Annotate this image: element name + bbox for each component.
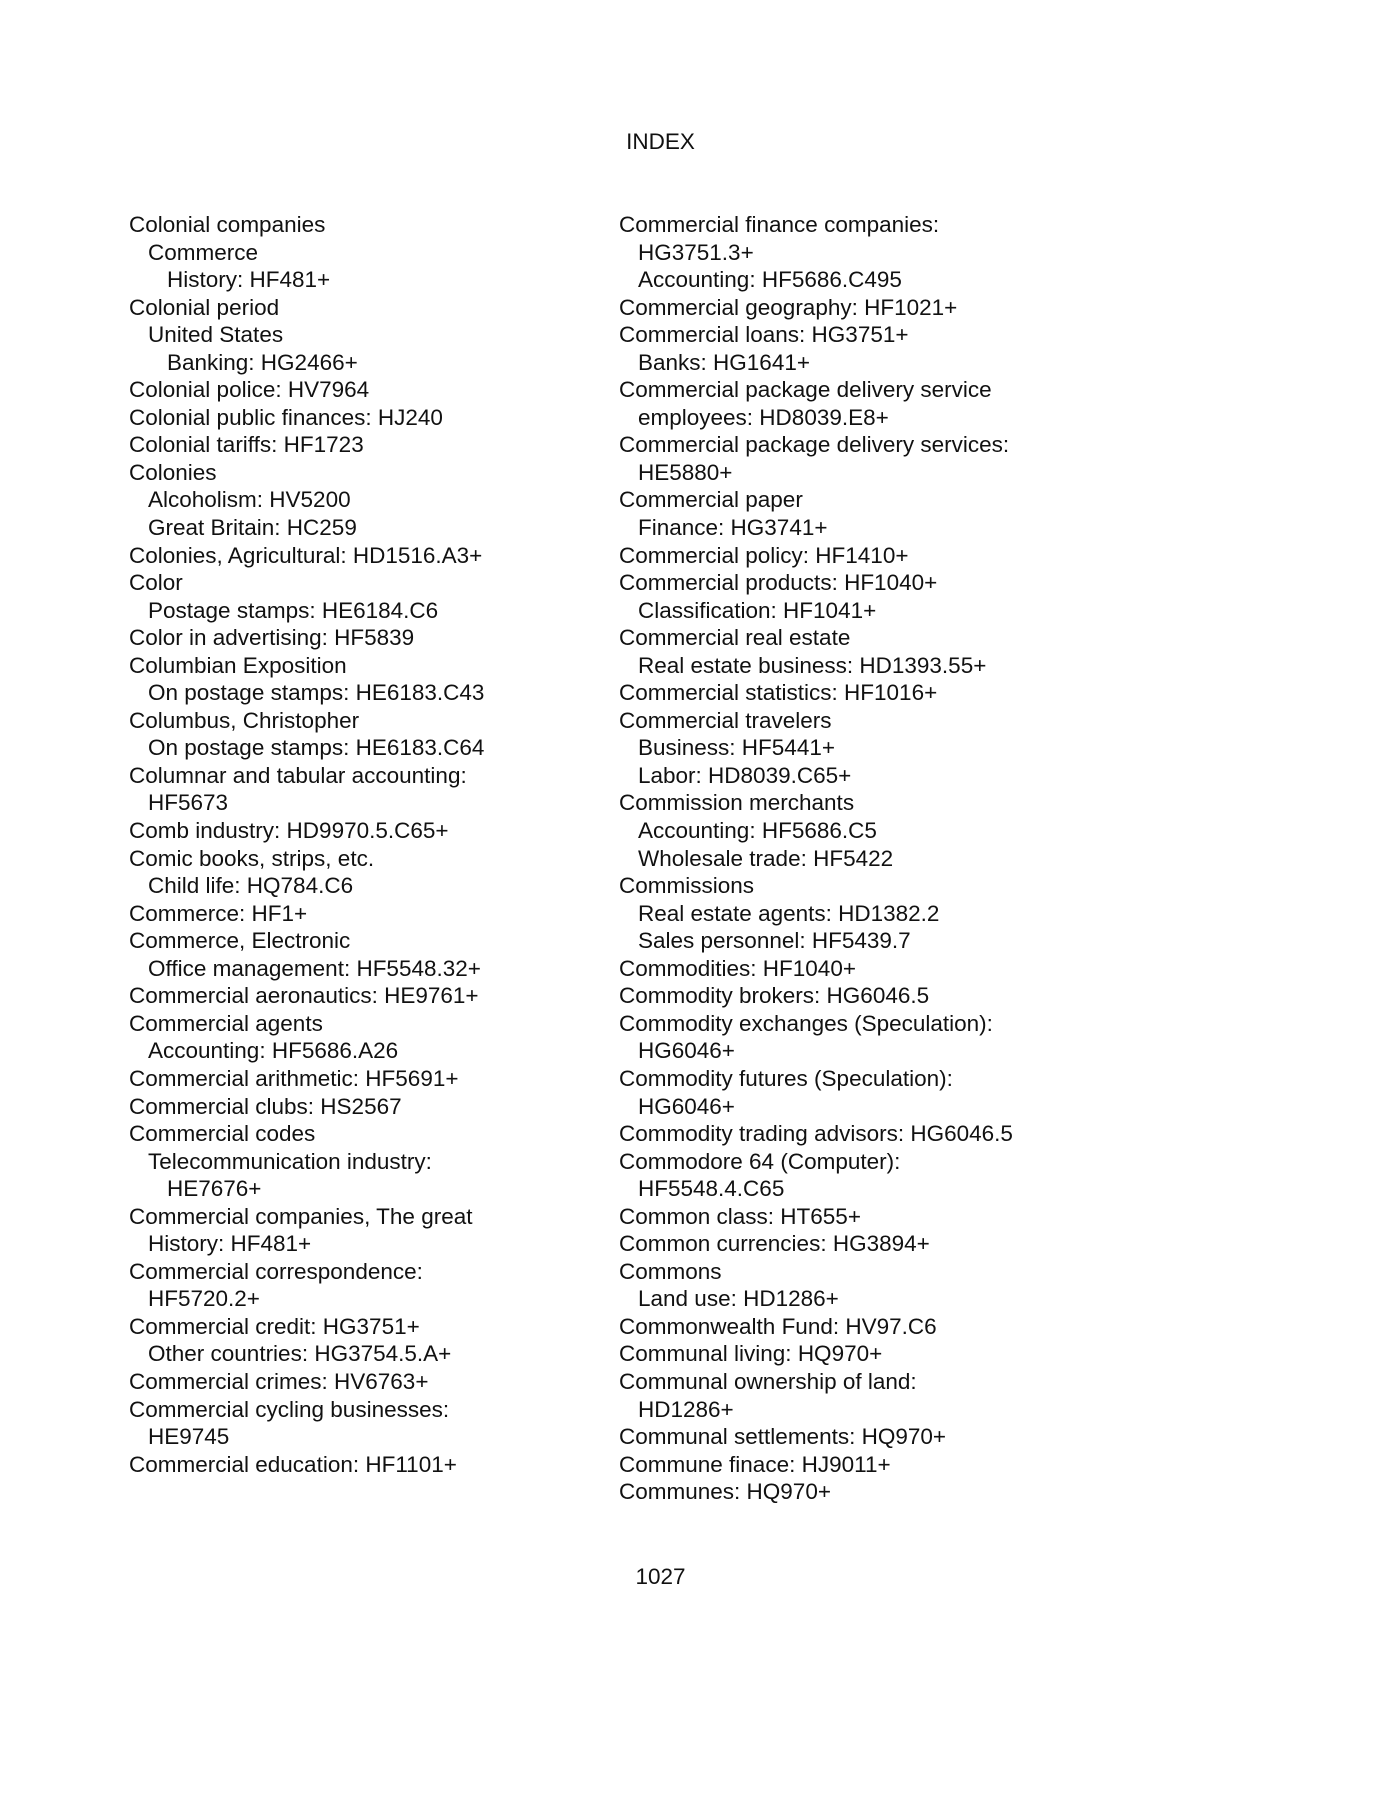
index-subentry: Real estate agents: HD1382.2 [638,900,940,926]
index-subentry: Commerce [148,239,259,265]
index-entry: Commission merchants [619,790,855,816]
index-subentry: Finance: HG3741+ [638,515,828,541]
index-subentry: HF5720.2+ [148,1286,260,1312]
index-entry: Commune finace: HJ9011+ [619,1451,891,1477]
index-entry: Commodity trading advisors: HG6046.5 [619,1121,1013,1147]
index-subentry: Office management: HF5548.32+ [148,955,481,981]
index-entry: Communal living: HQ970+ [619,1341,883,1367]
index-entry: Communal settlements: HQ970+ [619,1424,947,1450]
index-entry: Commerce, Electronic [129,928,351,954]
index-subentry: HE9745 [148,1424,230,1450]
index-subentry: Real estate business: HD1393.55+ [638,652,987,678]
index-entry: Commodore 64 (Computer): [619,1148,901,1174]
index-subentry: Business: HF5441+ [638,735,835,761]
index-entry: Commercial clubs: HS2567 [129,1093,402,1119]
index-subentry: Other countries: HG3754.5.A+ [148,1341,452,1367]
index-entry: Commons [619,1258,722,1284]
index-subentry: Wholesale trade: HF5422 [638,845,894,871]
index-entry: Columbian Exposition [129,652,347,678]
index-entry: Colonial public finances: HJ240 [129,404,443,430]
index-entry: Commercial finance companies: [619,212,940,237]
index-subentry: On postage stamps: HE6183.C64 [148,735,485,761]
index-entry: Commercial codes [129,1121,316,1147]
index-subentry: Banking: HG2466+ [167,349,358,375]
index-entry: Colonial companies [129,212,326,237]
index-subentry: HG3751.3+ [638,239,754,265]
index-subentry: History: HF481+ [148,1231,312,1257]
index-subentry: On postage stamps: HE6183.C43 [148,680,485,706]
index-entry: Communal ownership of land: [619,1368,917,1394]
index-entry: Colonial period [129,294,280,320]
index-entry: Commercial cycling businesses: [129,1396,450,1422]
index-subentry: Accounting: HF5686.C495 [638,267,902,293]
index-subentry: United States [148,322,284,348]
index-entry: Colonies, Agricultural: HD1516.A3+ [129,542,483,568]
index-entry: Commercial correspondence: [129,1258,423,1284]
index-entry: Commercial loans: HG3751+ [619,322,909,348]
index-entry: Comic books, strips, etc. [129,845,375,871]
index-entry: Commercial geography: HF1021+ [619,294,958,320]
index-entry: Colonial police: HV7964 [129,377,370,403]
index-subentry: Accounting: HF5686.A26 [148,1038,399,1064]
index-entry: Columnar and tabular accounting: [129,762,467,788]
index-subentry: employees: HD8039.E8+ [638,404,889,430]
index-entry: Commercial package delivery service [619,377,992,403]
index-subentry: Accounting: HF5686.C5 [638,818,877,844]
index-entry: Commercial package delivery services: [619,432,1010,458]
index-subentry: Postage stamps: HE6184.C6 [148,597,439,623]
index-entry: Common currencies: HG3894+ [619,1231,930,1257]
index-entry: Commercial arithmetic: HF5691+ [129,1065,459,1091]
index-entry: Commercial crimes: HV6763+ [129,1368,429,1394]
index-subentry: Labor: HD8039.C65+ [638,762,852,788]
index-entry: Commercial companies, The great [129,1203,473,1229]
index-entry: Commercial education: HF1101+ [129,1451,457,1477]
index-entry: Color in advertising: HF5839 [129,625,415,651]
index-subentry: Land use: HD1286+ [638,1286,839,1312]
index-entry: Commercial policy: HF1410+ [619,542,909,568]
index-entry: Commercial travelers [619,707,832,733]
index-entry: Colonial tariffs: HF1723 [129,432,364,458]
index-entry: Colonies [129,459,217,485]
index-entry: Commodity futures (Speculation): [619,1065,953,1091]
index-entry: Columbus, Christopher [129,707,360,733]
index-entry: Commissions [619,873,755,899]
index-entry: Commercial products: HF1040+ [619,570,938,596]
index-entry: Comb industry: HD9970.5.C65+ [129,818,449,844]
index-entry: Commercial paper [619,487,803,513]
index-subentry: HD1286+ [638,1396,734,1422]
index-entry: Commerce: HF1+ [129,900,308,926]
index-subentry: Alcoholism: HV5200 [148,487,351,513]
index-entry: Commonwealth Fund: HV97.C6 [619,1313,937,1339]
index-entry: Commercial statistics: HF1016+ [619,680,938,706]
index-subentry: HF5548.4.C65 [638,1176,785,1202]
index-subentry: Child life: HQ784.C6 [148,873,354,899]
index-entry: Color [129,570,183,596]
page-number: 1027 [635,1564,686,1589]
index-subentry: Great Britain: HC259 [148,515,357,541]
index-subentry: HE5880+ [638,459,733,485]
index-entry: Commercial aeronautics: HE9761+ [129,983,479,1009]
index-entry: Commercial agents [129,1010,323,1036]
page-header-title: INDEX [626,129,695,154]
index-subentry: Banks: HG1641+ [638,349,810,375]
index-entry: Communes: HQ970+ [619,1479,831,1505]
index-subentry: HE7676+ [167,1176,262,1202]
index-subentry: HG6046+ [638,1093,735,1119]
index-entry: Commercial credit: HG3751+ [129,1313,420,1339]
index-subentry: HG6046+ [638,1038,735,1064]
index-entry: Commodities: HF1040+ [619,955,856,981]
index-column-left [129,211,599,1478]
index-column-right [619,211,1139,1506]
index-subentry: Classification: HF1041+ [638,597,877,623]
index-entry: Commercial real estate [619,625,851,651]
index-subentry: History: HF481+ [167,267,331,293]
index-entry: Common class: HT655+ [619,1203,861,1229]
index-entry: Commodity brokers: HG6046.5 [619,983,930,1009]
index-entry: Commodity exchanges (Speculation): [619,1010,993,1036]
index-subentry: Telecommunication industry: [148,1148,432,1174]
index-subentry: Sales personnel: HF5439.7 [638,928,911,954]
index-subentry: HF5673 [148,790,229,816]
